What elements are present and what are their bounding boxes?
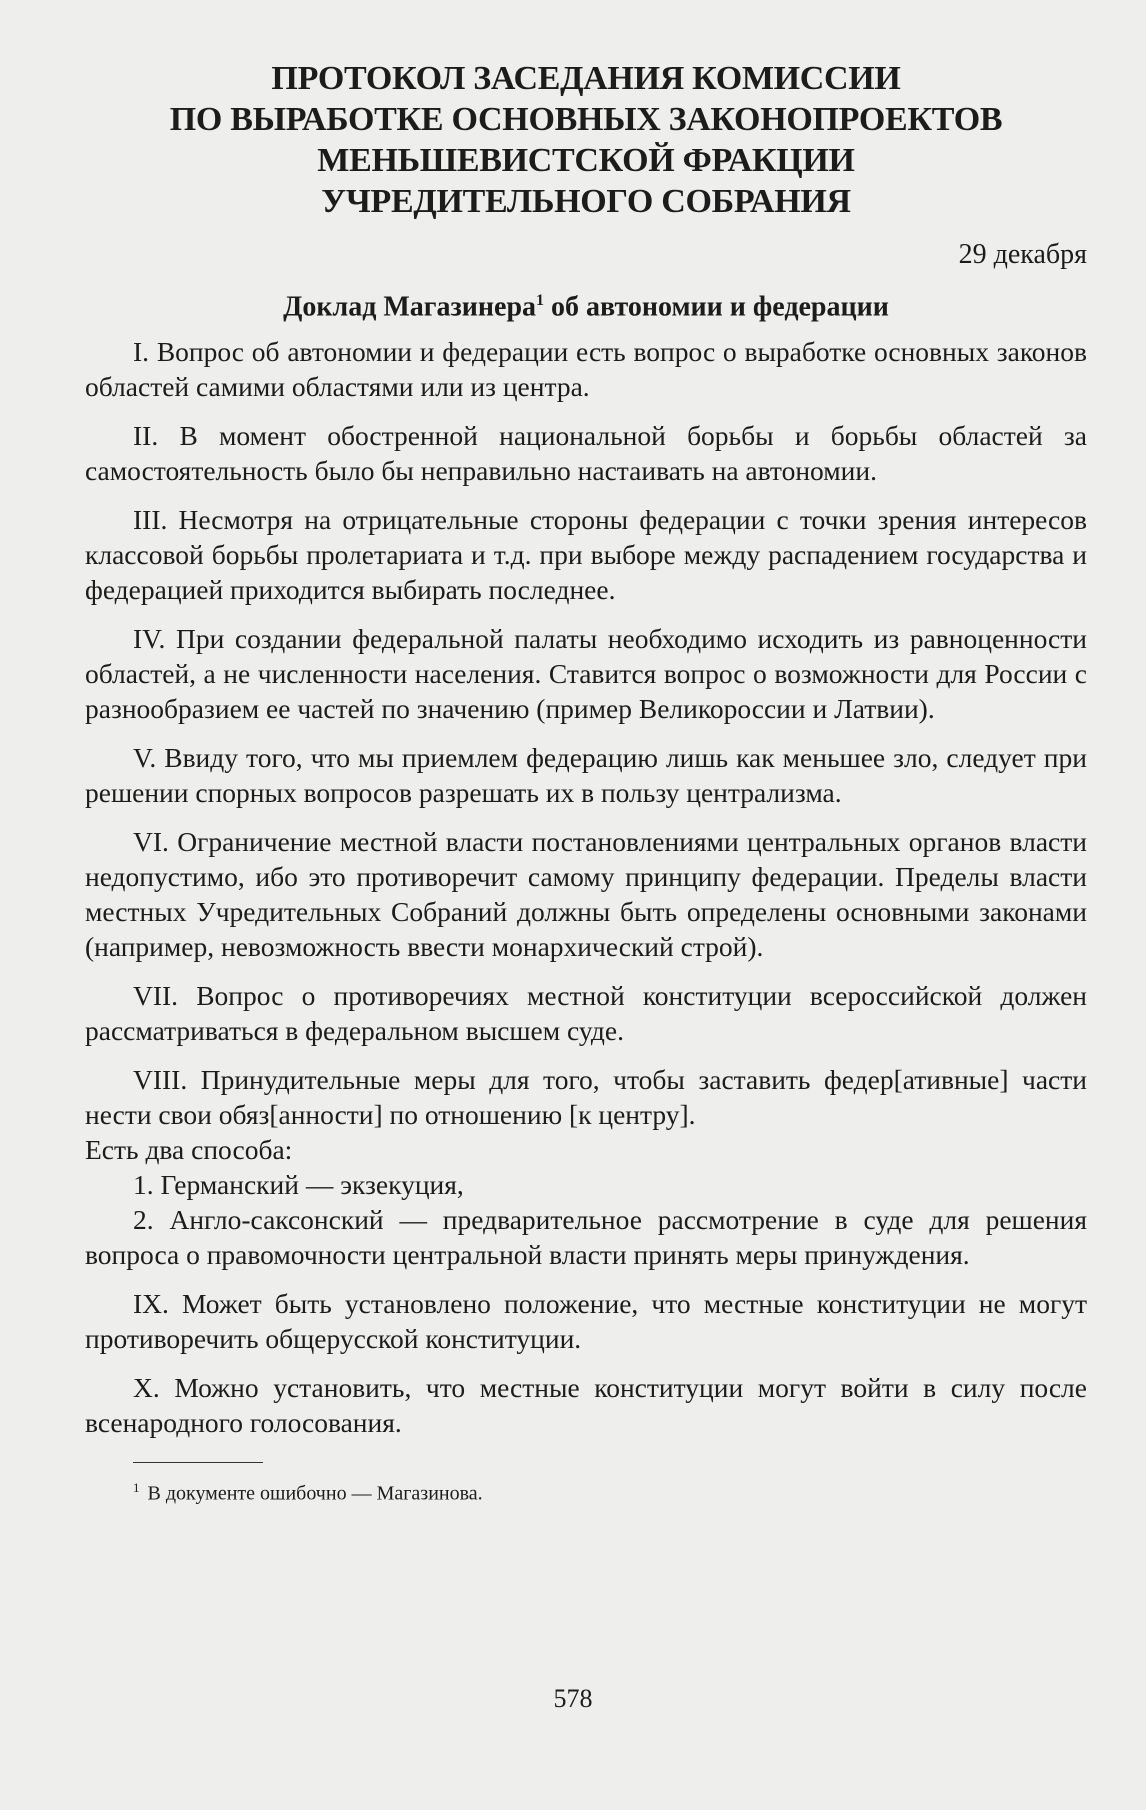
footnote-reference: 1 xyxy=(536,292,545,309)
paragraph-3: III. Несмотря на отрицательные стороны федерации с точки зрения интересов классовой борьбы пролетариата и т.д. при выборе между распадением государства и федерацией приходится выбирать последнее. xyxy=(85,504,1087,606)
paragraph-10: X. Можно установить, что местные конституции могут войти в силу после всенародного голосования. xyxy=(85,1372,1087,1439)
footnote-mark: 1 xyxy=(133,1480,140,1496)
heading-text-end: об автономии и федерации xyxy=(544,291,889,323)
paragraph-4: IV. При создании федеральной палаты необходимо исходить из равноценности областей, а не численности населения. Ставится вопрос о возможности для России с разнообразием ее частей по значению (пример Великороссии и Латвии). xyxy=(85,623,1087,725)
paragraph-6: VI. Ограничение местной власти постановлениями центральных органов власти недопустимо, ибо это противоречит самому принципу федерации. Пределы власти местных Учредительных Собраний должны быть определены основными законами (например, невозможность ввести монархический строй). xyxy=(85,826,1087,963)
page-content xyxy=(85,58,1087,1507)
document-title xyxy=(85,58,1087,222)
paragraph-5: V. Ввиду того, что мы приемлем федерацию лишь как меньшее зло, следует при решении спорных вопросов разрешать их в пользу централизма. xyxy=(85,742,1087,809)
paragraph-7: VII. Вопрос о противоречиях местной конституции всероссийской должен рассматриваться в федеральном высшем суде. xyxy=(85,980,1087,1047)
paragraph-2: II. В момент обостренной национальной борьбы и борьбы областей за самостоятельность было бы неправильно настаивать на автономии. xyxy=(85,420,1087,487)
paragraph-9: IX. Может быть установлено положение, что местные конституции не могут противоречить общерусской конституции. xyxy=(85,1288,1087,1355)
footnote xyxy=(133,1475,1087,1507)
title-line-3: МЕНЬШЕВИСТСКОЙ ФРАКЦИИ xyxy=(317,142,855,179)
page-number: 578 xyxy=(553,1684,593,1713)
paragraph-1: I. Вопрос об автономии и федерации есть вопрос о выработке основных законов областей самими областями или из центра. xyxy=(85,336,1087,403)
title-line-4: УЧРЕДИТЕЛЬНОГО СОБРАНИЯ xyxy=(321,183,851,220)
title-line-2: ПО ВЫРАБОТКЕ ОСНОВНЫХ ЗАКОНОПРОЕКТОВ xyxy=(169,101,1003,138)
report-heading xyxy=(85,284,1087,324)
document-date: 29 декабря xyxy=(958,239,1087,270)
footnote-text: В документе ошибочно — Магазинова. xyxy=(147,1482,483,1505)
two-ways-line: Есть два способа: xyxy=(85,1134,293,1166)
footnote-divider xyxy=(133,1462,263,1463)
way-2: 2. Англо-саксонский — предварительное рассмотрение в суде для решения вопроса о правомочности центральной власти принять меры принуждения. xyxy=(85,1204,1087,1271)
heading-text-start: Доклад Магазинера xyxy=(283,291,537,323)
way-1: 1. Германский — экзекуция, xyxy=(133,1169,464,1201)
paragraph-8: VIII. Принудительные меры для того, чтобы заставить федер[ативные] части нести свои обяз[анности] по отношению [к центру]. xyxy=(85,1064,1087,1131)
title-line-1: ПРОТОКОЛ ЗАСЕДАНИЯ КОМИССИИ xyxy=(271,60,901,97)
